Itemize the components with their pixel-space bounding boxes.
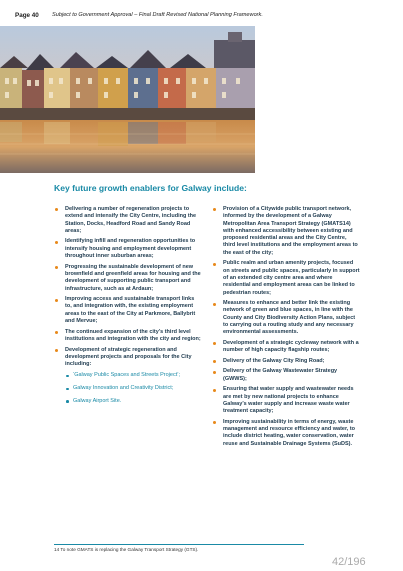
list-item: Measures to enhance and better link the existing network of green and blue spaces, in line with the County and City Biodiversity Action Plans, subject to carrying out a routing study and any necessary environmental assessments. (212, 300, 360, 336)
sub-list-item: ‘Galway Public Spaces and Streets Project’; (65, 372, 202, 379)
sub-list (65, 372, 202, 405)
page-number: Page 40 (15, 12, 39, 19)
list-item: Progressing the sustainable development of new brownfield and greenfield areas for housing and the development of supporting public transport and infrastructure, such as at Ardaun; (54, 264, 202, 293)
sub-list-item: Galway Airport Site. (65, 398, 202, 405)
list-item: Public realm and urban amenity projects, focused on streets and public spaces, particularly in support of an extended city centre area and where residential and employment areas can be linked to pedestrian routes; (212, 260, 360, 296)
list-item: Provision of a Citywide public transport network, informed by the development of a Galway Metropolitan Area Transport Strategy (GMATS14) with enhanced accessibility between existing and proposed residential areas and the City Centre, third level institutions and the employment areas to the east of the city; (212, 206, 360, 257)
list-item: Delivery of the Galway City Ring Road; (212, 358, 360, 365)
list-item: Improving sustainability in terms of energy, waste management and resource efficiency and water, to include district heating, water conservation, water reuse and Sustainable Drainage Systems (SuDS). (212, 419, 360, 448)
list-item: Ensuring that water supply and wastewater needs are met by new national projects to enhance Galway’s water supply and increase waste water treatment capacity; (212, 386, 360, 415)
document-title: Subject to Government Approval – Final Draft Revised National Planning Framework. (52, 12, 263, 18)
list-item: The continued expansion of the city’s third level institutions and integration with the city and region; (54, 329, 202, 344)
right-bullet-column (212, 206, 360, 451)
list-item-text: Development of strategic regeneration and development projects and proposals for the City including: (65, 346, 192, 368)
list-item: Development of a strategic cycleway network with a number of high capacity flagship routes; (212, 340, 360, 355)
list-item: Delivery of the Galway Wastewater Strategy (GWWS); (212, 368, 360, 383)
page-counter: 42/196 (332, 556, 366, 568)
list-item: Improving access and sustainable transport links to, and integration with, the existing employment areas to the east of the City at Parkmore, Ballybrit and Mervue; (54, 296, 202, 325)
galway-waterfront-photo (0, 26, 255, 173)
list-item: Identifying infill and regeneration opportunities to intensify housing and employment development throughout inner suburban areas; (54, 238, 202, 260)
list-item-with-subitems (54, 347, 202, 406)
sub-list-item: Galway Innovation and Creativity District; (65, 385, 202, 392)
section-heading: Key future growth enablers for Galway include: (54, 183, 247, 193)
list-item: Delivering a number of regeneration projects to extend and intensify the City Centre, including the Station, Docks, Headford Road and Sandy Road areas; (54, 206, 202, 235)
page-header (0, 0, 403, 26)
footnote: 14 To note GMATS is replacing the Galway Transport Strategy (GTS). (54, 547, 199, 552)
footnote-divider (54, 544, 304, 545)
left-bullet-column (54, 206, 202, 410)
